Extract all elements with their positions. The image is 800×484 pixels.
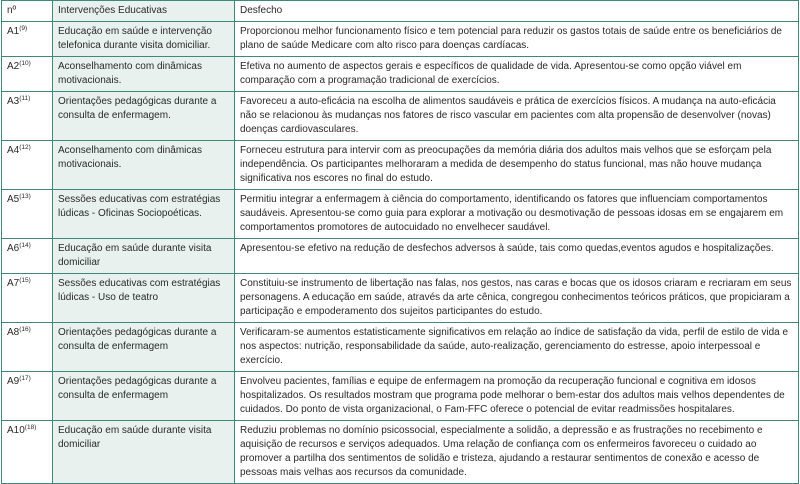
- article-id: A4: [7, 145, 20, 156]
- outcome-cell: Efetiva no aumento de aspectos gerais e específicos de qualidade de vida. Apresentou-se como opção viável em comparação com a programação tradicional de exercícios.: [235, 57, 799, 92]
- row-id: [2, 421, 53, 484]
- table-row: [2, 372, 799, 421]
- header-number: nº: [2, 1, 53, 22]
- table-row: [2, 92, 799, 141]
- reference: (13): [19, 193, 31, 200]
- reference: (10): [19, 60, 31, 67]
- row-id: [2, 323, 53, 372]
- reference: (18): [24, 424, 37, 431]
- intervention-cell: Orientações pedagógicas durante a consulta de enfermagem: [53, 323, 235, 372]
- table-row: [2, 239, 799, 274]
- article-id: A10: [7, 425, 25, 436]
- intervention-cell: Aconselhamento com dinâmicas motivacionais.: [53, 57, 235, 92]
- table-row: [2, 22, 799, 57]
- outcome-cell: Verificaram-se aumentos estatisticamente significativos em relação ao índice de satisfação da vida, perfil de estilo de vida e nos aspectos: nutrição, responsabilidade da saúde, auto-realização, gerenciamento do estresse, apoio interpessoal e exercício.: [235, 323, 799, 372]
- outcome-cell: Favoreceu a auto-eficácia na escolha de alimentos saudáveis e prática de exercícios físicos. A mudança na auto-eficácia não se relacionou às mudanças nos fatores de risco vascular em pacientes com alta propensão de desenvolver (novas) doenças cardiovasculares.: [235, 92, 799, 141]
- intervention-cell: Orientações pedagógicas durante a consulta de enfermagem.: [53, 92, 235, 141]
- outcome-cell: Reduziu problemas no domínio psicossocial, especialmente a solidão, a depressão e as frustrações no recebimento e aquisição de recursos e serviços adequados. Uma relação de confiança com os enfermeiros favoreceu o cuidado ao promover a partilha dos sentimentos de solidão e tristeza, ajudando a restaurar sentimentos de conexão e acesso de pessoas mais velhas aos recursos da comunidade.: [235, 421, 799, 484]
- intervention-cell: Educação em saúde durante visita domiciliar: [53, 421, 235, 484]
- row-id: [2, 92, 53, 141]
- outcome-cell: Constituiu-se instrumento de libertação nas falas, nos gestos, nas caras e bocas que os idosos criaram e recriaram em seus personagens. A educação em saúde, através da arte cênica, congregou conhecimentos teóricos práticos, que propiciaram a participação e empoderamento dos sujeitos participantes do estudo.: [235, 274, 799, 323]
- article-id: A7: [7, 278, 20, 289]
- table-row: [2, 190, 799, 239]
- reference: (16): [19, 326, 31, 333]
- reference: (17): [19, 375, 31, 382]
- intervention-cell: Sessões educativas com estratégias lúdicas - Uso de teatro: [53, 274, 235, 323]
- outcome-cell: Apresentou-se efetivo na redução de desfechos adversos à saúde, tais como quedas,eventos agudos e hospitalizações.: [235, 239, 799, 274]
- interventions-table: [1, 0, 799, 484]
- row-id: [2, 57, 53, 92]
- reference: (12): [19, 144, 31, 151]
- reference: (14): [19, 242, 31, 249]
- article-id: A5: [7, 194, 20, 205]
- outcome-cell: Envolveu pacientes, famílias e equipe de enfermagem na promoção da recuperação funcional e cognitiva em idosos hospitalizados. Os resultados mostram que programa pode melhorar o bem-estar dos adultos mais velhos dependentes de cuidados. Do ponto de vista organizacional, o Fam-FFC oferece o potencial de evitar readmissões hospitalares.: [235, 372, 799, 421]
- row-id: [2, 239, 53, 274]
- intervention-cell: Orientações pedagógicas durante a consulta de enfermagem: [53, 372, 235, 421]
- header-interventions: Intervenções Educativas: [53, 1, 235, 22]
- row-id: [2, 190, 53, 239]
- table-row: [2, 274, 799, 323]
- intervention-cell: Educação em saúde durante visita domiciliar: [53, 239, 235, 274]
- article-id: A3: [7, 96, 20, 107]
- reference: (11): [19, 95, 31, 102]
- article-id: A1: [7, 26, 20, 37]
- row-id: [2, 274, 53, 323]
- table-row: [2, 141, 799, 190]
- intervention-cell: Sessões educativas com estratégias lúdicas - Oficinas Sociopoéticas.: [53, 190, 235, 239]
- reference: (15): [19, 277, 31, 284]
- intervention-cell: Educação em saúde e intervenção telefonica durante visita domiciliar.: [53, 22, 235, 57]
- header-outcome: Desfecho: [235, 1, 799, 22]
- outcome-cell: Proporcionou melhor funcionamento físico e tem potencial para reduzir os gastos totais de saúde entre os beneficiários de plano de saúde Medicare com alto risco para doenças cardíacas.: [235, 22, 799, 57]
- intervention-cell: Aconselhamento com dinâmicas motivacionais.: [53, 141, 235, 190]
- reference: (9): [19, 25, 28, 32]
- outcome-cell: Permitiu integrar a enfermagem à ciência do comportamento, identificando os fatores que influenciam comportamentos saudáveis. Apresentou-se como guia para explorar a motivação ou desmotivação de pessoas idosas em se engajarem em comportamentos promotores de autocuidado no envelhecer saudável.: [235, 190, 799, 239]
- article-id: A8: [7, 327, 20, 338]
- table-row: [2, 57, 799, 92]
- outcome-cell: Forneceu estrutura para intervir com as preocupações da memória diária dos adultos mais velhos que se esforçam pela independência. Os participantes melhoraram a medida de desempenho do status funcional, mas não houve mudança significativa nos escores no final do estudo.: [235, 141, 799, 190]
- article-id: A9: [7, 376, 20, 387]
- row-id: [2, 372, 53, 421]
- table-row: [2, 421, 799, 484]
- row-id: [2, 22, 53, 57]
- article-id: A6: [7, 243, 20, 254]
- row-id: [2, 141, 53, 190]
- table-header-row: [2, 1, 799, 22]
- article-id: A2: [7, 61, 20, 72]
- table-row: [2, 323, 799, 372]
- table-body: [2, 22, 799, 484]
